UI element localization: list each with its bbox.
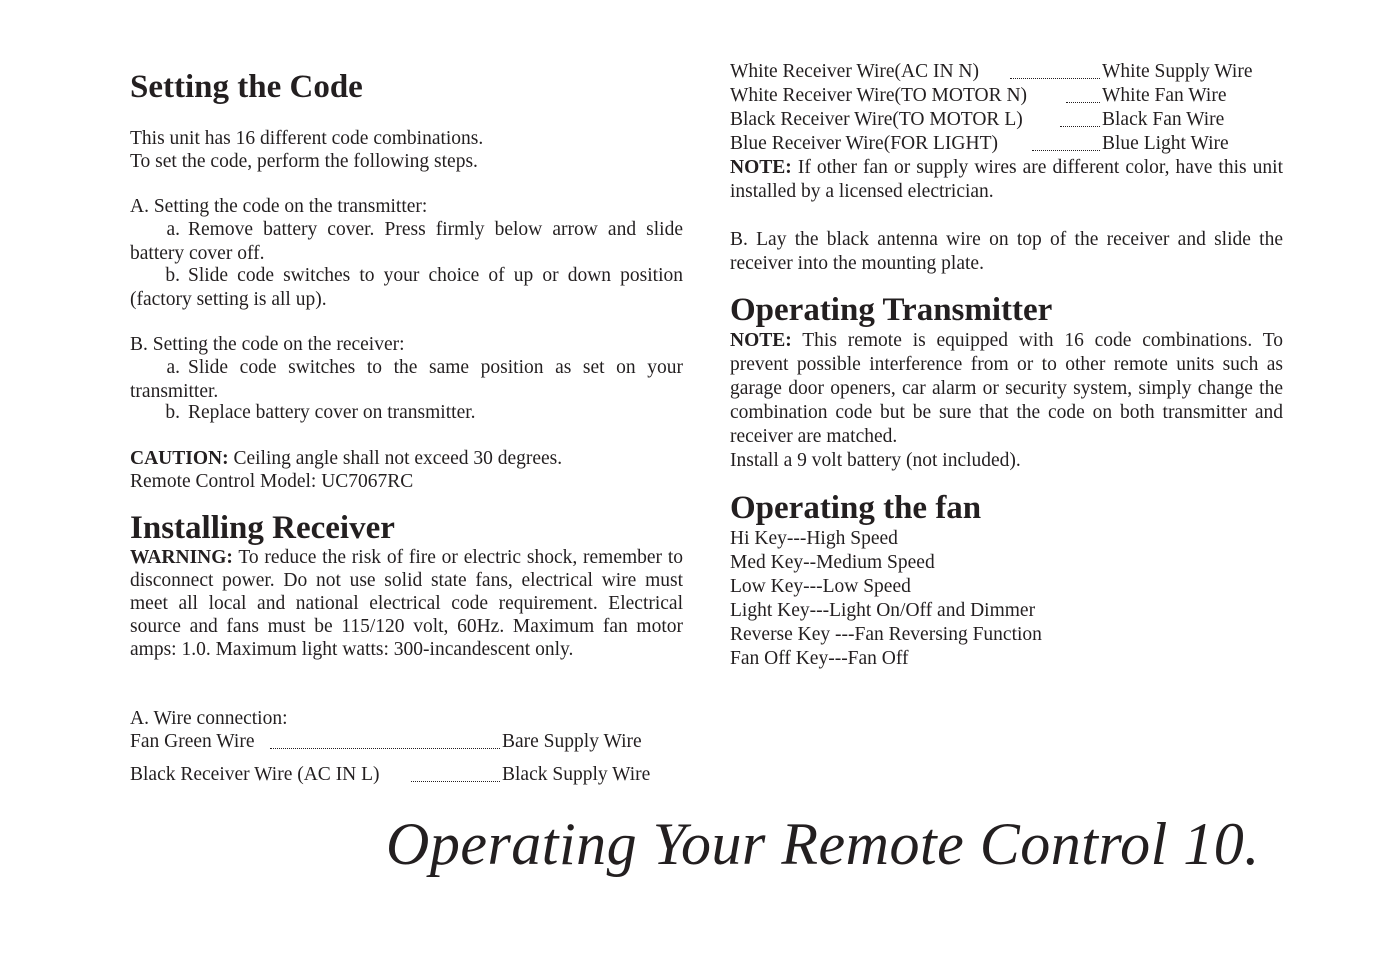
operating-transmitter-heading: Operating Transmitter — [730, 292, 1053, 328]
wire-leader — [1060, 126, 1100, 127]
step-b-a-text: Slide code switches to the same position as set on your transmitter. — [130, 357, 683, 402]
wire-connection-title: A. Wire connection: — [130, 708, 288, 729]
wire-from: Fan Green Wire — [130, 731, 255, 752]
wire-leader — [270, 748, 500, 749]
warning-paragraph — [130, 546, 683, 661]
wire-leader — [1010, 78, 1100, 79]
fan-key-item: Hi Key---High Speed — [730, 528, 898, 549]
wire-from: White Receiver Wire(AC IN N) — [730, 61, 980, 82]
page-footer-title: Operating Your Remote Control 10. — [386, 811, 1260, 877]
caution-label: CAUTION: — [130, 448, 229, 469]
step-b-a-marker: a. — [166, 357, 180, 378]
warning-label: WARNING: — [130, 547, 233, 568]
fan-key-item: Fan Off Key---Fan Off — [730, 648, 909, 669]
step-b-b-text: Replace battery cover on transmitter. — [188, 402, 476, 423]
wire-to: White Fan Wire — [1102, 85, 1227, 106]
step-b-b-marker: b. — [165, 402, 180, 423]
step-a-a-text: Remove battery cover. Press firmly below arrow and slide battery cover off. — [130, 219, 683, 264]
caution-line — [130, 447, 562, 470]
operating-fan-heading: Operating the fan — [730, 490, 982, 526]
wire-leader — [1066, 102, 1100, 103]
intro-line-2: To set the code, perform the following steps. — [130, 151, 478, 172]
fan-key-item: Light Key---Light On/Off and Dimmer — [730, 600, 1036, 621]
wire-from: White Receiver Wire(TO MOTOR N) — [730, 85, 1028, 106]
step-a-title: A. Setting the code on the transmitter: — [130, 196, 428, 217]
model-line: Remote Control Model: UC7067RC — [130, 471, 414, 492]
antenna-step: B. Lay the black antenna wire on top of the receiver and slide the receiver into the mounting plate. — [730, 229, 1283, 274]
step-a-a — [130, 218, 683, 265]
wire-from: Black Receiver Wire (AC IN L) — [130, 764, 380, 785]
installing-heading: Installing Receiver — [130, 510, 395, 546]
note-text: If other fan or supply wires are different color, have this unit installed by a licensed electrician. — [730, 157, 1283, 202]
caution-text: Ceiling angle shall not exceed 30 degrees. — [228, 448, 563, 469]
setting-code-heading: Setting the Code — [130, 69, 363, 105]
wire-from: Blue Receiver Wire(FOR LIGHT) — [730, 133, 998, 154]
intro-line-1: This unit has 16 different code combinations. — [130, 128, 484, 149]
wire-note — [730, 156, 1283, 204]
wire-to: Black Supply Wire — [502, 764, 651, 785]
step-a-b — [130, 264, 683, 311]
step-b-a — [130, 356, 683, 403]
wire-to: Bare Supply Wire — [502, 731, 642, 752]
step-a-b-text: Slide code switches to your choice of up or down position (factory setting is all up). — [130, 265, 683, 310]
wire-to: Blue Light Wire — [1102, 133, 1229, 154]
warning-text: To reduce the risk of fire or electric shock, remember to disconnect power. Do not use solid state fans, electrical wire must meet all local and national electrical code requirement. Electrical source and fans must be 115/120 volt, 60Hz. Maximum fan motor amps: 1.0. Maximum light watts: 300-incandescent only. — [130, 547, 683, 660]
wire-to: Black Fan Wire — [1102, 109, 1225, 130]
wire-leader — [411, 781, 500, 782]
step-a-b-marker: b. — [165, 265, 180, 286]
wire-from: Black Receiver Wire(TO MOTOR L) — [730, 109, 1023, 130]
fan-key-item: Reverse Key ---Fan Reversing Function — [730, 624, 1042, 645]
transmitter-note-label: NOTE: — [730, 330, 792, 351]
note-label: NOTE: — [730, 157, 792, 178]
step-b-title: B. Setting the code on the receiver: — [130, 334, 405, 355]
transmitter-note-text: This remote is equipped with 16 code combinations. To prevent possible interference from or to other remote units such as garage door openers, car alarm or security system, simply change the combination code but be sure that the code on both transmitter and receiver are matched. — [730, 330, 1283, 447]
transmitter-note — [730, 329, 1283, 449]
step-a-a-marker: a. — [166, 219, 180, 240]
wire-leader — [1032, 150, 1100, 151]
step-b-b — [130, 401, 683, 425]
battery-line: Install a 9 volt battery (not included). — [730, 450, 1021, 471]
fan-key-item: Low Key---Low Speed — [730, 576, 911, 597]
wire-to: White Supply Wire — [1102, 61, 1253, 82]
fan-key-item: Med Key--Medium Speed — [730, 552, 935, 573]
